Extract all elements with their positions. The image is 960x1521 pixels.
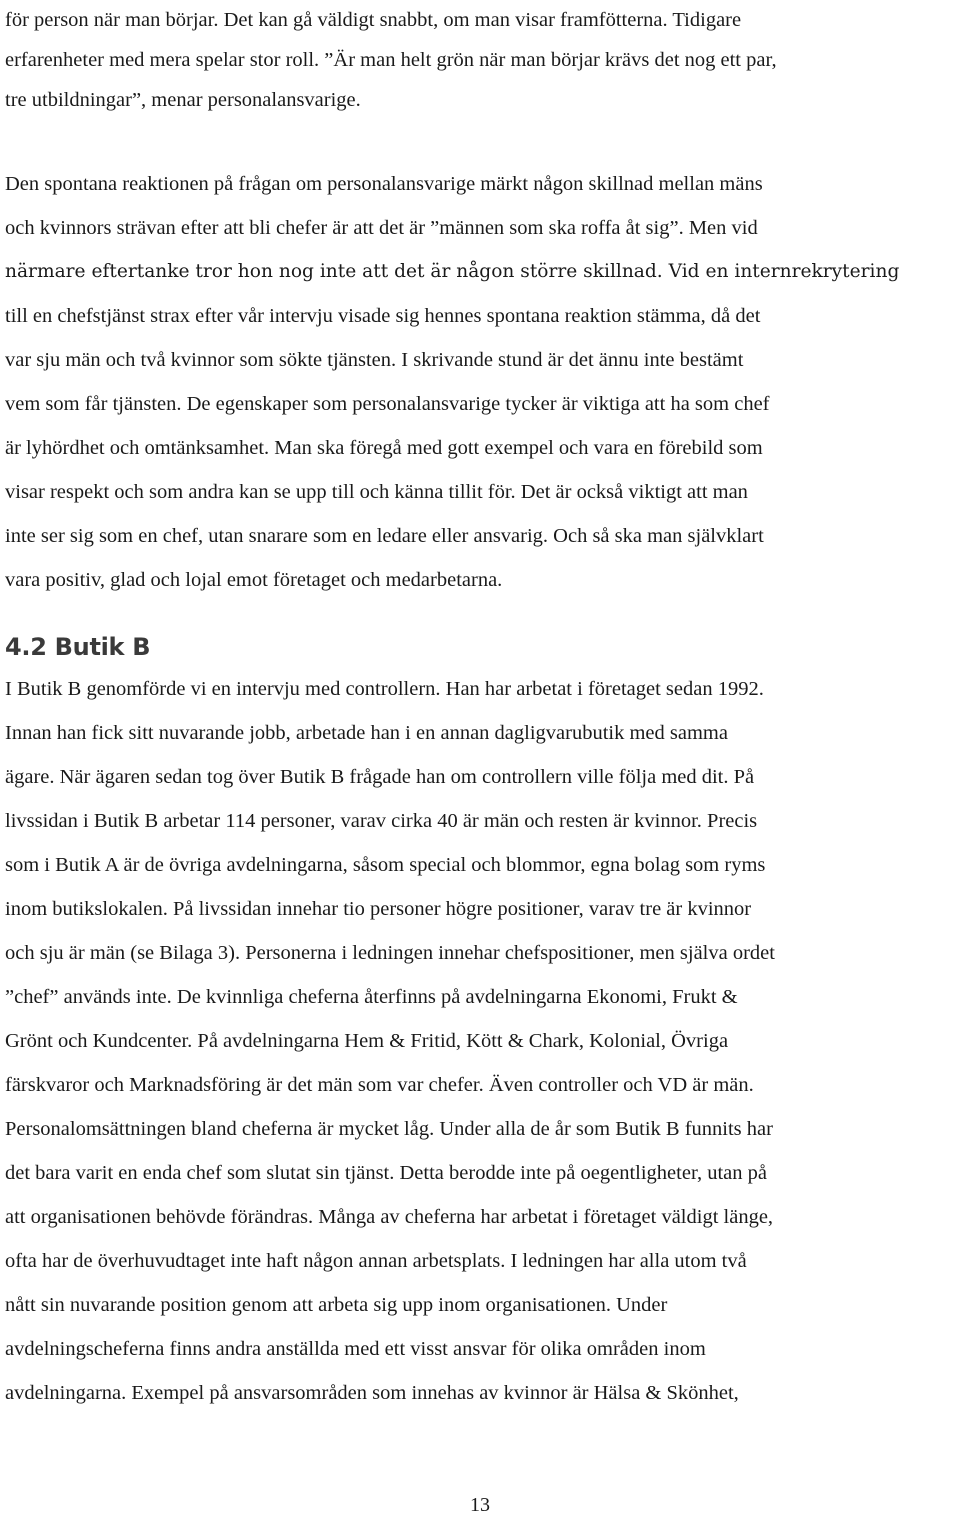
text-line: avdelningarna. Exempel på ansvarsområden som innehas av kvinnor är Hälsa & Skönhet, [5, 1382, 739, 1404]
text-line: ofta har de överhuvudtaget inte haft någon annan arbetsplats. I ledningen har alla utom två [5, 1250, 747, 1272]
section-heading: 4.2 Butik B [5, 633, 151, 661]
paragraph-leadership-views [5, 162, 899, 602]
text-line: livssidan i Butik B arbetar 114 personer, varav cirka 40 är män och resten är kvinnor. Precis [5, 810, 758, 832]
paragraph-butik-b [5, 667, 775, 1415]
text-line: ”chef” används inte. De kvinnliga cheferna återfinns på avdelningarna Ekonomi, Frukt & [5, 986, 738, 1008]
text-line: avdelningscheferna finns andra anställda med ett visst ansvar för olika områden inom [5, 1338, 706, 1360]
text-line: ägare. När ägaren sedan tog över Butik B frågade han om controllern ville följa med dit. På [5, 766, 755, 788]
text-line: till en chefstjänst strax efter vår intervju visade sig hennes spontana reaktion stämma, då det [5, 305, 761, 327]
text-line: visar respekt och som andra kan se upp till och känna tillit för. Det är också viktigt att man [5, 481, 748, 503]
text-line: inte ser sig som en chef, utan snarare som en ledare eller ansvarig. Och så ska man självklart [5, 525, 764, 547]
text-line: inom butikslokalen. På livssidan innehar tio personer högre positioner, varav tre är kvinnor [5, 898, 752, 920]
text-line: och kvinnors strävan efter att bli chefer är att det är ”männen som ska roffa åt sig”. Men vid [5, 217, 758, 239]
text-line: vara positiv, glad och lojal emot företaget och medarbetarna. [5, 569, 503, 591]
text-line: som i Butik A är de övriga avdelningarna, såsom special och blommor, egna bolag som ryms [5, 854, 766, 876]
text-line: det bara varit en enda chef som slutat sin tjänst. Detta berodde inte på oegentligheter, utan på [5, 1162, 767, 1184]
text-line: närmare eftertanke tror hon nog inte att det är någon större skillnad. Vid en internrekrytering [5, 261, 900, 282]
text-line: nått sin nuvarande position genom att arbeta sig upp inom organisationen. Under [5, 1294, 668, 1316]
text-line: var sju män och två kvinnor som sökte tjänsten. I skrivande stund är det ännu inte bestämt [5, 349, 744, 371]
text-line: och sju är män (se Bilaga 3). Personerna i ledningen innehar chefspositioner, men själva ordet [5, 942, 775, 964]
text-line: Den spontana reaktionen på frågan om personalansvarige märkt någon skillnad mellan mäns [5, 173, 763, 195]
page-number: 13 [470, 1494, 490, 1516]
text-line: färskvaror och Marknadsföring är det män som var chefer. Även controller och VD är män. [5, 1074, 754, 1096]
text-line: vem som får tjänsten. De egenskaper som personalansvarige tycker är viktiga att ha som chef [5, 393, 770, 415]
text-line: att organisationen behövde förändras. Många av cheferna har arbetat i företaget väldigt länge, [5, 1206, 774, 1228]
text-line: Personalomsättningen bland cheferna är mycket låg. Under alla de år som Butik B funnits har [5, 1118, 773, 1140]
text-line: erfarenheter med mera spelar stor roll. ”Är man helt grön när man börjar krävs det nog ett par, [5, 49, 777, 71]
continued-paragraph [5, 0, 777, 120]
text-line: I Butik B genomförde vi en intervju med controllern. Han har arbetat i företaget sedan 1992. [5, 678, 764, 700]
text-line: är lyhördhet och omtänksamhet. Man ska föregå med gott exempel och vara en förebild som [5, 437, 763, 459]
text-line: Grönt och Kundcenter. På avdelningarna Hem & Fritid, Kött & Chark, Kolonial, Övriga [5, 1030, 729, 1052]
text-line: tre utbildningar”, menar personalansvarige. [5, 89, 361, 111]
text-line: Innan han fick sitt nuvarande jobb, arbetade han i en annan dagligvarubutik med samma [5, 722, 728, 744]
text-line: för person när man börjar. Det kan gå väldigt snabbt, om man visar framfötterna. Tidigare [5, 9, 742, 31]
